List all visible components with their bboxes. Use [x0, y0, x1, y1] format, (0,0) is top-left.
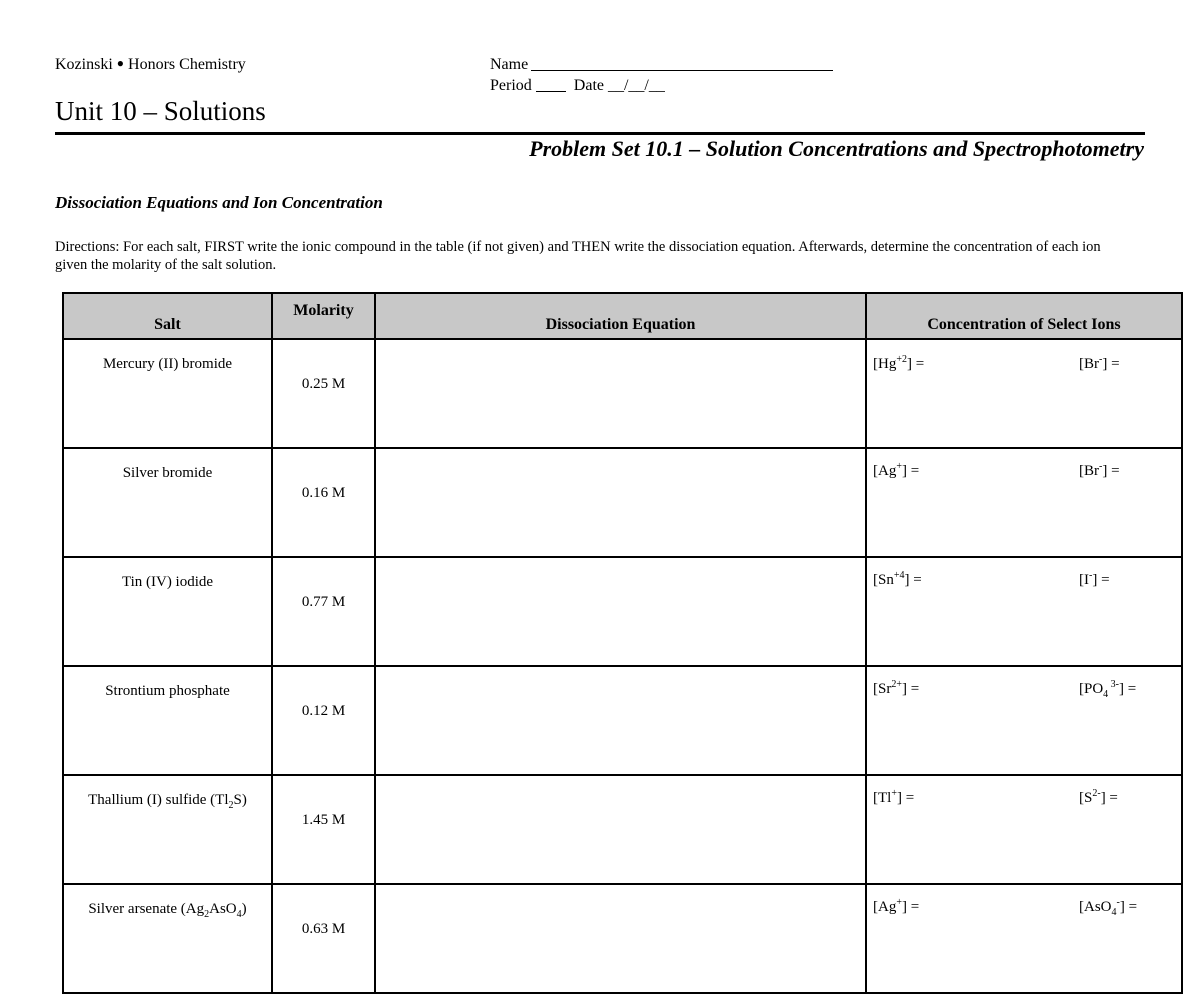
dissociation-equation-cell[interactable]	[375, 557, 866, 666]
date-blank: __/__/__	[607, 77, 665, 94]
salt-name: Thallium (I) sulfide $(Tl_2S)$	[63, 775, 272, 884]
header-dissociation-equation: Dissociation Equation	[375, 293, 866, 339]
molarity-value: 0.25 M	[272, 339, 375, 448]
table-row	[63, 339, 1182, 448]
ion-concentration-cell[interactable]	[866, 557, 1182, 666]
anion-concentration: [$PO_4$ $^{3-}$] =	[1079, 679, 1137, 700]
teacher-name: Kozinski	[55, 56, 113, 73]
cation-concentration: $[Hg^{+2}]$ =	[873, 354, 925, 372]
header-salt: Salt	[63, 293, 272, 339]
ion-concentration-cell[interactable]	[866, 775, 1182, 884]
cation-concentration: [Tl+] =	[873, 788, 915, 806]
cation-concentration: [Ag+] =	[873, 461, 920, 479]
dissociation-equation-cell[interactable]	[375, 448, 866, 557]
anion-concentration: [AsO$_4$-] =	[1079, 897, 1138, 918]
anion-concentration: [I-] =	[1079, 570, 1110, 588]
ion-concentration-cell[interactable]	[866, 666, 1182, 775]
period-label: Period	[490, 77, 532, 94]
dissociation-equation-cell[interactable]	[375, 884, 866, 993]
anion-concentration: [Br-] =	[1079, 354, 1120, 372]
molarity-value: 0.63 M	[272, 884, 375, 993]
unit-title: Unit 10 – Solutions	[55, 96, 266, 126]
dissociation-table	[62, 292, 1183, 994]
table-row	[63, 775, 1182, 884]
period-blank-line	[536, 77, 566, 92]
teacher-course-label	[55, 56, 246, 74]
anion-concentration: [Br-] =	[1079, 461, 1120, 479]
bullet-icon: ●	[116, 56, 125, 70]
salt-name: Silver bromide	[63, 448, 272, 557]
problem-set-title: Problem Set 10.1 – Solution Concentrations and Spectrophotometry	[529, 136, 1144, 161]
cation-concentration: $[Sr^{2+}]$ =	[873, 679, 920, 697]
table-row	[63, 448, 1182, 557]
cation-concentration: [Ag+] =	[873, 897, 920, 915]
ion-concentration-cell[interactable]	[866, 339, 1182, 448]
molarity-value: 1.45 M	[272, 775, 375, 884]
dissociation-equation-cell[interactable]	[375, 339, 866, 448]
salt-name: Silver arsenate $(Ag_2AsO_4)$	[63, 884, 272, 993]
header-molarity: Molarity	[272, 293, 375, 339]
salt-name: Strontium phosphate	[63, 666, 272, 775]
course-name: Honors Chemistry	[128, 56, 246, 73]
name-blank-line	[531, 56, 833, 71]
molarity-value: 0.77 M	[272, 557, 375, 666]
directions-text: Directions: For each salt, FIRST write the ionic compound in the table (if not given) and THEN write the dissociation equation. Afterwards, determine the concentration of each ion given the molarity of the salt solution.	[55, 239, 1101, 273]
name-field	[490, 56, 833, 74]
header-divider	[55, 132, 1145, 135]
table-row	[63, 557, 1182, 666]
dissociation-equation-cell[interactable]	[375, 775, 866, 884]
dissociation-equation-cell[interactable]	[375, 666, 866, 775]
molarity-value: 0.16 M	[272, 448, 375, 557]
table-header-row	[63, 293, 1182, 339]
molarity-value: 0.12 M	[272, 666, 375, 775]
anion-concentration: $[S^{2-}]$ =	[1079, 788, 1118, 806]
header-ion-concentration: Concentration of Select Ions	[866, 293, 1182, 339]
section-title: Dissociation Equations and Ion Concentration	[55, 193, 383, 212]
ion-concentration-cell[interactable]	[866, 884, 1182, 993]
date-label: Date	[573, 77, 604, 94]
ion-concentration-cell[interactable]	[866, 448, 1182, 557]
cation-concentration: $[Sn^{+4}]$ =	[873, 570, 922, 588]
salt-name: Mercury (II) bromide	[63, 339, 272, 448]
period-date-field	[490, 77, 665, 95]
name-label: Name	[490, 56, 529, 73]
table-row	[63, 884, 1182, 993]
table-row	[63, 666, 1182, 775]
salt-name: Tin (IV) iodide	[63, 557, 272, 666]
